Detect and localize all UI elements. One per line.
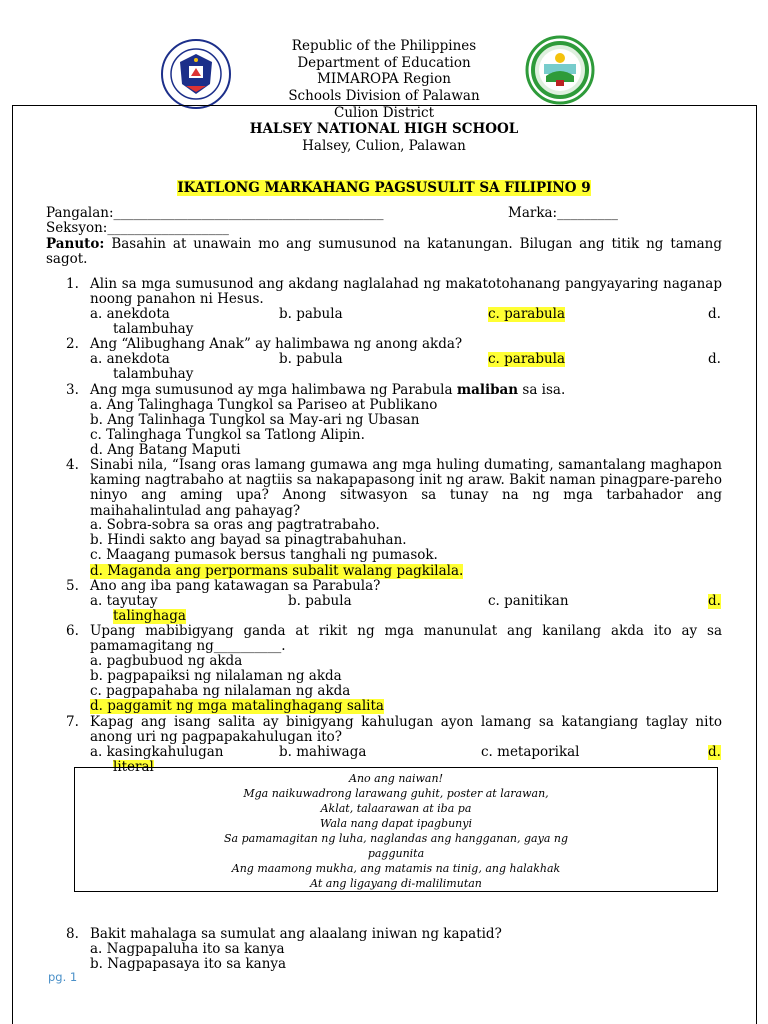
question-4 [66,458,722,519]
border-left [12,105,13,1024]
poem-line: Sa pamamagitan ng luha, naglandas ang hangganan, gaya ng [224,832,568,845]
poem-line: Ang maamong mukha, ang matamis na tinig, ang halakhak [231,862,561,875]
question-number: 7. [66,714,79,730]
q7-option-d-text: literal [113,759,154,775]
q3-option-d: d. Ang Batang Maputi [90,442,241,458]
name-field: Pangalan:________________________________________ [46,205,384,221]
question-text: Ano ang iba pang katawagan sa Parabula? [90,578,381,594]
question-5 [66,579,722,594]
q6-option-a: a. pagbubuod ng akda [90,653,243,669]
question-number: 1. [66,276,79,292]
q1-option-d: d. [708,306,721,322]
question-number: 5. [66,578,79,594]
instructions-text: Basahin at unawain mo ang sumusunod na katanungan. Bilugan ang titik ng tamang sagot. [46,236,722,268]
q3-option-b: b. Ang Talinhaga Tungkol sa May-ari ng Ubasan [90,412,420,428]
q5-option-a: a. tayutay [90,593,158,609]
q1-option-a: a. anekdota [90,306,170,322]
poem-box [74,767,718,892]
header-republic: Republic of the Philippines [291,38,477,54]
question-3 [66,383,722,398]
question-text: Upang mabibigyang ganda at rikit ng mga manunulat ang kanilang akda ito ay sa pamamagitang ng__________. [90,623,722,655]
header-division: Schools Division of Palawan [288,87,480,104]
header-department: Department of Education [297,54,471,71]
question-text: Sinabi nila, “Isang oras lamang gumawa ang mga huling dumating, samantalang maghapon kaming nagtrabaho at nagtiis sa nakapapasong init ng araw. Bakit naman pinagpare-pareho ninyo ang aming upa? Anong sitwasyon sa tunay na ng mga tarbahador ang maihahalintulad ang pahayag? [90,457,722,519]
question-text: Kapag ang isang salita ay binigyang kahulugan ayon lamang sa katangiang taglay nito anong uri ng pagpapakahulugan ito? [90,714,722,746]
poem-line: Mga naikuwadrong larawang guhit, poster at larawan, [243,787,549,800]
question-number: 2. [66,336,79,352]
q2-option-a: a. anekdota [90,351,170,367]
instructions [46,237,722,267]
q8-option-a: a. Nagpapaluha ito sa kanya [90,941,285,957]
q4-option-a: a. Sobra-sobra sa oras ang pagtratrabaho. [90,517,380,533]
question-8 [66,927,722,942]
header-region: MIMAROPA Region [317,71,451,87]
question-7 [66,715,722,745]
question-text: Ang “Alibughang Anak” ay halimbawa ng anong akda? [90,336,463,352]
question-2 [66,337,722,352]
poem-line: Ano ang naiwan! [349,772,443,785]
q1-option-b: b. pabula [279,306,343,322]
poem-line: At ang ligayang di-malilimutan [310,877,482,890]
question-text: Bakit mahalaga sa sumulat ang alaalang iniwan ng kapatid? [90,926,502,942]
border-right [756,105,757,1024]
poem-line: Aklat, talaarawan at iba pa [320,802,472,815]
q4-option-d: d. Maganda ang perpormans subalit walang pagkilala. [90,563,464,579]
q3-option-a: a. Ang Talinghaga Tungkol sa Pariseo at Publikano [90,397,438,413]
q6-option-b: b. pagpapaiksi ng nilalaman ng akda [90,668,342,684]
q6-option-c: c. pagpapahaba ng nilalaman ng akda [90,683,351,699]
q5-option-d-text: talinghaga [113,608,186,624]
q2-option-c: c. parabula [488,351,566,367]
q5-option-d: d. [708,593,721,609]
header-district: Culion District [333,105,435,121]
q8-option-b: b. Nagpapasaya ito sa kanya [90,956,287,972]
q3-option-c: c. Talinghaga Tungkol sa Tatlong Alipin. [90,427,365,443]
question-number: 4. [66,457,79,473]
q4-option-b: b. Hindi sakto ang bayad sa pinagtrabahuhan. [90,532,407,548]
instructions-label: Panuto: [46,236,105,252]
q2-option-d: d. [708,351,721,367]
school-name: HALSEY NATIONAL HIGH SCHOOL [249,121,519,137]
question-text: Alin sa mga sumusunod ang akdang naglalahad ng makatotohanang pangyayaring naganap noong panahon ni Hesus. [90,276,722,308]
question-number: 3. [66,382,79,398]
q7-option-d: d. [708,744,721,760]
question-1 [66,277,722,307]
q6-option-d: d. paggamit ng mga matalinghagang salita [90,698,384,714]
school-address: Halsey, Culion, Palawan [302,138,466,154]
page-number: pg. 1 [48,970,78,984]
q1-option-d-text: talambuhay [113,321,194,337]
q4-option-c: c. Maagang pumasok bersus tanghali ng pumasok. [90,547,438,563]
q1-option-c: c. parabula [488,306,566,322]
section-field: Seksyon:__________________ [46,220,229,236]
poem-line: paggunita [367,847,425,860]
poem-line: Wala nang dapat ipagbunyi [320,817,472,830]
question-6 [66,624,722,654]
q5-option-c: c. panitikan [488,593,569,609]
q7-option-a: a. kasingkahulugan [90,744,224,760]
question-number: 6. [66,623,79,639]
question-text: Ang mga sumusunod ay mga halimbawa ng Parabula maliban sa isa. [90,382,566,398]
question-number: 8. [66,926,79,942]
q7-option-c: c. metaporikal [481,744,580,760]
q2-option-d-text: talambuhay [113,366,194,382]
q7-option-b: b. mahiwaga [279,744,367,760]
exam-title-wrap [0,180,768,196]
grade-field: Marka:_________ [508,205,618,221]
exam-title: IKATLONG MARKAHANG PAGSUSULIT SA FILIPINO 9 [177,180,591,196]
q2-option-b: b. pabula [279,351,343,367]
q5-option-b: b. pabula [288,593,352,609]
